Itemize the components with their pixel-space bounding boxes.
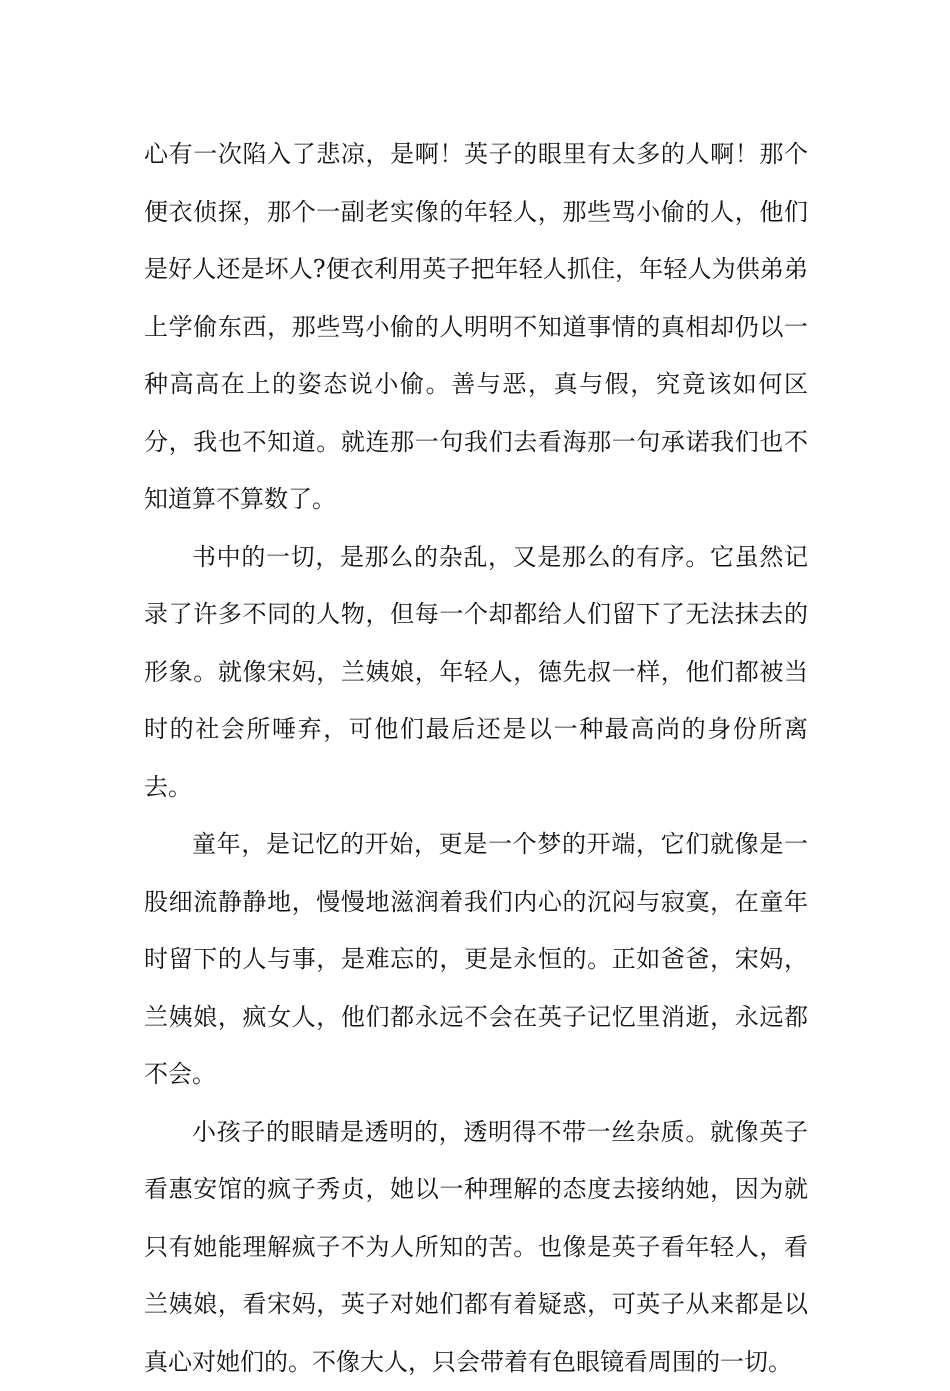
- paragraph-1: 心有一次陷入了悲凉，是啊！英子的眼里有太多的人啊！那个便衣侦探，那个一副老实像的年轻人，那些骂小偷的人，他们是好人还是坏人?便衣利用英子把年轻人抓住，年轻人为供弟弟上学偷东西，那些骂小偷的人明明不知道事情的真相却仍以一种高高在上的姿态说小偷。善与恶，真与假，究竟该如何区分，我也不知道。就连那一句我们去看海那一句承诺我们也不知道算不算数了。: [144, 126, 808, 529]
- document-body: [144, 126, 808, 1391]
- paragraph-4: 小孩子的眼睛是透明的，透明得不带一丝杂质。就像英子看惠安馆的疯子秀贞，她以一种理解的态度去接纳她，因为就只有她能理解疯子不为人所知的苦。也像是英子看年轻人，看兰姨娘，看宋妈，英子对她们都有着疑惑，可英子从来都是以真心对她们的。不像大人，只会带着有色眼镜看周围的一切。: [144, 1104, 808, 1391]
- paragraph-3: 童年，是记忆的开始，更是一个梦的开端，它们就像是一股细流静静地，慢慢地滋润着我们内心的沉闷与寂寞，在童年时留下的人与事，是难忘的，更是永恒的。正如爸爸，宋妈，兰姨娘，疯女人，他们都永远不会在英子记忆里消逝，永远都不会。: [144, 816, 808, 1104]
- paragraph-2: 书中的一切，是那么的杂乱，又是那么的有序。它虽然记录了许多不同的人物，但每一个却都给人们留下了无法抹去的形象。就像宋妈，兰姨娘，年轻人，德先叔一样，他们都被当时的社会所唾弃，可他们最后还是以一种最高尚的身份所离去。: [144, 529, 808, 817]
